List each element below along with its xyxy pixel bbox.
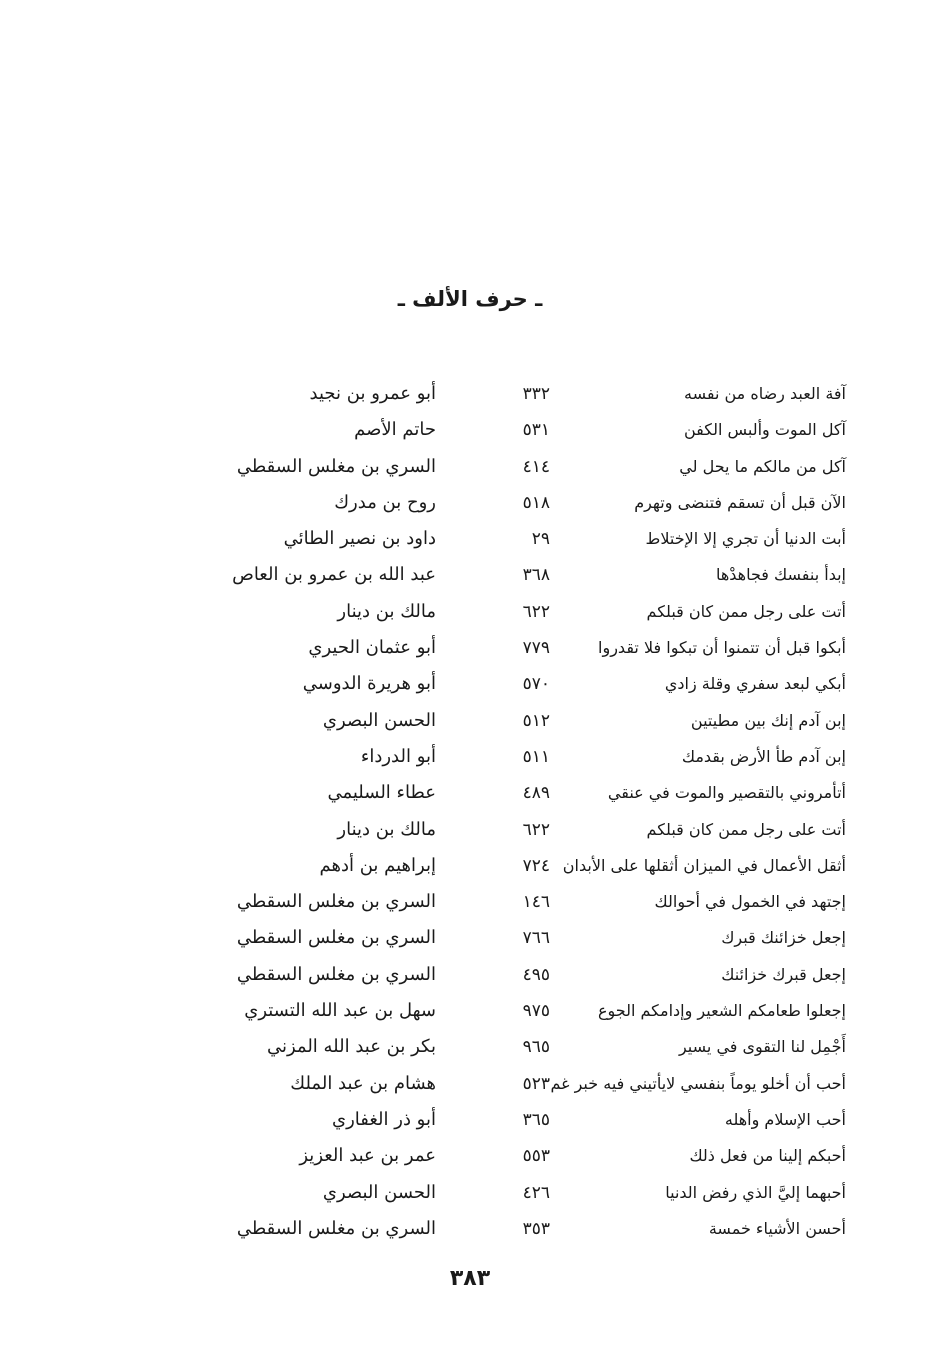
index-row bbox=[0, 630, 940, 666]
index-row bbox=[0, 557, 940, 593]
index-row bbox=[0, 1029, 940, 1065]
author-name: مالك بن دينار bbox=[337, 600, 436, 622]
author-name: عبد الله بن عمرو بن العاص bbox=[232, 564, 436, 586]
page-reference: ٥١١ bbox=[522, 746, 550, 767]
saying-text: أَجْمِل لنا التقوى في يسير bbox=[678, 1037, 846, 1057]
author-name: أبو عثمان الحيري bbox=[308, 637, 436, 659]
saying-text: أبكوا قبل أن تتمنوا أن تبكوا فلا تقدروا bbox=[598, 638, 846, 658]
index-row bbox=[0, 485, 940, 521]
page-reference: ٤١٤ bbox=[522, 456, 550, 477]
author-name: السري بن مغلس السقطي bbox=[236, 963, 436, 985]
saying-text: إجتهد في الخمول في أحوالك bbox=[654, 892, 846, 912]
saying-text: إجعلوا طعامكم الشعير وإدامكم الجوع bbox=[597, 1001, 846, 1021]
index-row bbox=[0, 884, 940, 920]
index-row bbox=[0, 1138, 940, 1174]
saying-text: أحب الإسلام وأهله bbox=[724, 1109, 846, 1129]
saying-text: أتت على رجل ممن كان قبلكم bbox=[646, 601, 846, 621]
section-title: ـ حرف الألف ـ bbox=[397, 287, 543, 311]
index-row bbox=[0, 521, 940, 557]
saying-text: أبت الدنيا أن تجري إلا الإختلاط bbox=[645, 529, 846, 549]
author-name: هشام بن عبد الملك bbox=[290, 1072, 436, 1094]
page-reference: ١٤٦ bbox=[522, 892, 550, 913]
saying-text: إجعل خزائنك قبرك bbox=[721, 928, 846, 948]
author-name: أبو الدرداء bbox=[360, 745, 436, 767]
index-row bbox=[0, 775, 940, 811]
index-row bbox=[0, 739, 940, 775]
saying-text: أحسن الأشياء خمسة bbox=[708, 1218, 846, 1238]
index-row bbox=[0, 920, 940, 956]
saying-text: إجعل قبرك خزائنك bbox=[721, 964, 846, 984]
page-reference: ٧٢٤ bbox=[522, 855, 550, 876]
index-row bbox=[0, 594, 940, 630]
index-row bbox=[0, 1175, 940, 1211]
page-reference: ٣٣٢ bbox=[522, 384, 550, 404]
index-row bbox=[0, 1066, 940, 1102]
sayings-index-list bbox=[0, 376, 940, 1247]
page-reference: ٣٦٨ bbox=[522, 565, 550, 586]
author-name: روح بن مدرك bbox=[334, 491, 436, 513]
page-reference: ٤٩٥ bbox=[522, 964, 550, 985]
page-reference: ٥٥٣ bbox=[522, 1146, 550, 1167]
saying-text: آكل الموت وألبس الكفن bbox=[683, 420, 846, 440]
author-name: إبراهيم بن أدهم bbox=[319, 854, 436, 876]
index-row bbox=[0, 1211, 940, 1247]
saying-text: آكل من مالكم ما يحل لي bbox=[679, 456, 846, 476]
page-reference: ٣٥٣ bbox=[522, 1218, 550, 1239]
page-reference: ٧٦٦ bbox=[522, 928, 550, 949]
author-name: سهل بن عبد الله التستري bbox=[244, 1000, 436, 1022]
author-name: أبو هريرة الدوسي bbox=[302, 673, 436, 695]
page-reference: ٣٦٥ bbox=[522, 1109, 550, 1130]
saying-text: أحبهما إليَّ الذي رفض الدنيا bbox=[665, 1182, 846, 1202]
saying-text: أحب أن أخلو يوماً بنفسي لايأتيني فيه خبر غم bbox=[550, 1073, 846, 1093]
page-reference: ٥١٨ bbox=[522, 492, 550, 513]
author-name: عطاء السليمي bbox=[327, 782, 436, 804]
saying-text: أتت على رجل ممن كان قبلكم bbox=[646, 819, 846, 839]
author-name: حاتم الأصم bbox=[354, 419, 436, 441]
index-row bbox=[0, 376, 940, 412]
page-reference: ٦٢٢ bbox=[522, 819, 550, 840]
page-reference: ٢٩ bbox=[531, 529, 550, 550]
index-row bbox=[0, 812, 940, 848]
author-name: السري بن مغلس السقطي bbox=[236, 891, 436, 913]
author-name: الحسن البصري bbox=[322, 709, 436, 731]
page-reference: ٤٢٦ bbox=[522, 1182, 550, 1203]
page-reference: ٦٢٢ bbox=[522, 601, 550, 622]
index-row bbox=[0, 1102, 940, 1138]
author-name: بكر بن عبد الله المزني bbox=[266, 1036, 436, 1058]
index-row bbox=[0, 993, 940, 1029]
saying-text: إبن آدم طأ الأرض بقدمك bbox=[681, 746, 846, 766]
saying-text: الآن قبل أن تسقم فتنضى وتهرم bbox=[634, 492, 846, 512]
page-reference: ٩٧٥ bbox=[522, 1001, 550, 1022]
author-name: أبو عمرو بن نجيد bbox=[309, 383, 436, 404]
author-name: أبو ذر الغفاري bbox=[331, 1108, 436, 1130]
saying-text: أتأمروني بالتقصير والموت في عنقي bbox=[607, 783, 846, 803]
author-name: الحسن البصري bbox=[322, 1181, 436, 1203]
saying-text: إبدأ بنفسك فجاهدْها bbox=[715, 565, 846, 585]
index-row bbox=[0, 957, 940, 993]
page-reference: ٧٧٩ bbox=[522, 638, 550, 659]
saying-text: إبن آدم إنك بين مطيتين bbox=[690, 710, 846, 730]
saying-text: أثقل الأعمال في الميزان أثقلها على الأبدان bbox=[562, 855, 846, 875]
saying-text: آفة العبد رضاه من نفسه bbox=[684, 384, 846, 403]
page-reference: ٤٨٩ bbox=[522, 783, 550, 804]
author-name: السري بن مغلس السقطي bbox=[236, 1217, 436, 1239]
saying-text: أبكي لبعد سفري وقلة زادي bbox=[664, 674, 846, 694]
index-row bbox=[0, 412, 940, 448]
page-reference: ٩٦٥ bbox=[522, 1037, 550, 1058]
page-reference: ٥٧٠ bbox=[522, 674, 550, 695]
page-reference: ٥٣١ bbox=[522, 420, 550, 441]
author-name: السري بن مغلس السقطي bbox=[236, 927, 436, 949]
author-name: مالك بن دينار bbox=[337, 818, 436, 840]
index-row bbox=[0, 848, 940, 884]
page-reference: ٥١٢ bbox=[522, 710, 550, 731]
index-row bbox=[0, 449, 940, 485]
author-name: داود بن نصير الطائي bbox=[283, 528, 436, 550]
page-number: ٣٨٣ bbox=[449, 1266, 491, 1291]
index-row bbox=[0, 666, 940, 702]
index-row bbox=[0, 703, 940, 739]
author-name: السري بن مغلس السقطي bbox=[236, 455, 436, 477]
saying-text: أحبكم إلينا من فعل ذلك bbox=[689, 1146, 846, 1166]
page-reference: ٥٢٣ bbox=[522, 1073, 550, 1094]
author-name: عمر بن عبد العزيز bbox=[299, 1145, 436, 1167]
